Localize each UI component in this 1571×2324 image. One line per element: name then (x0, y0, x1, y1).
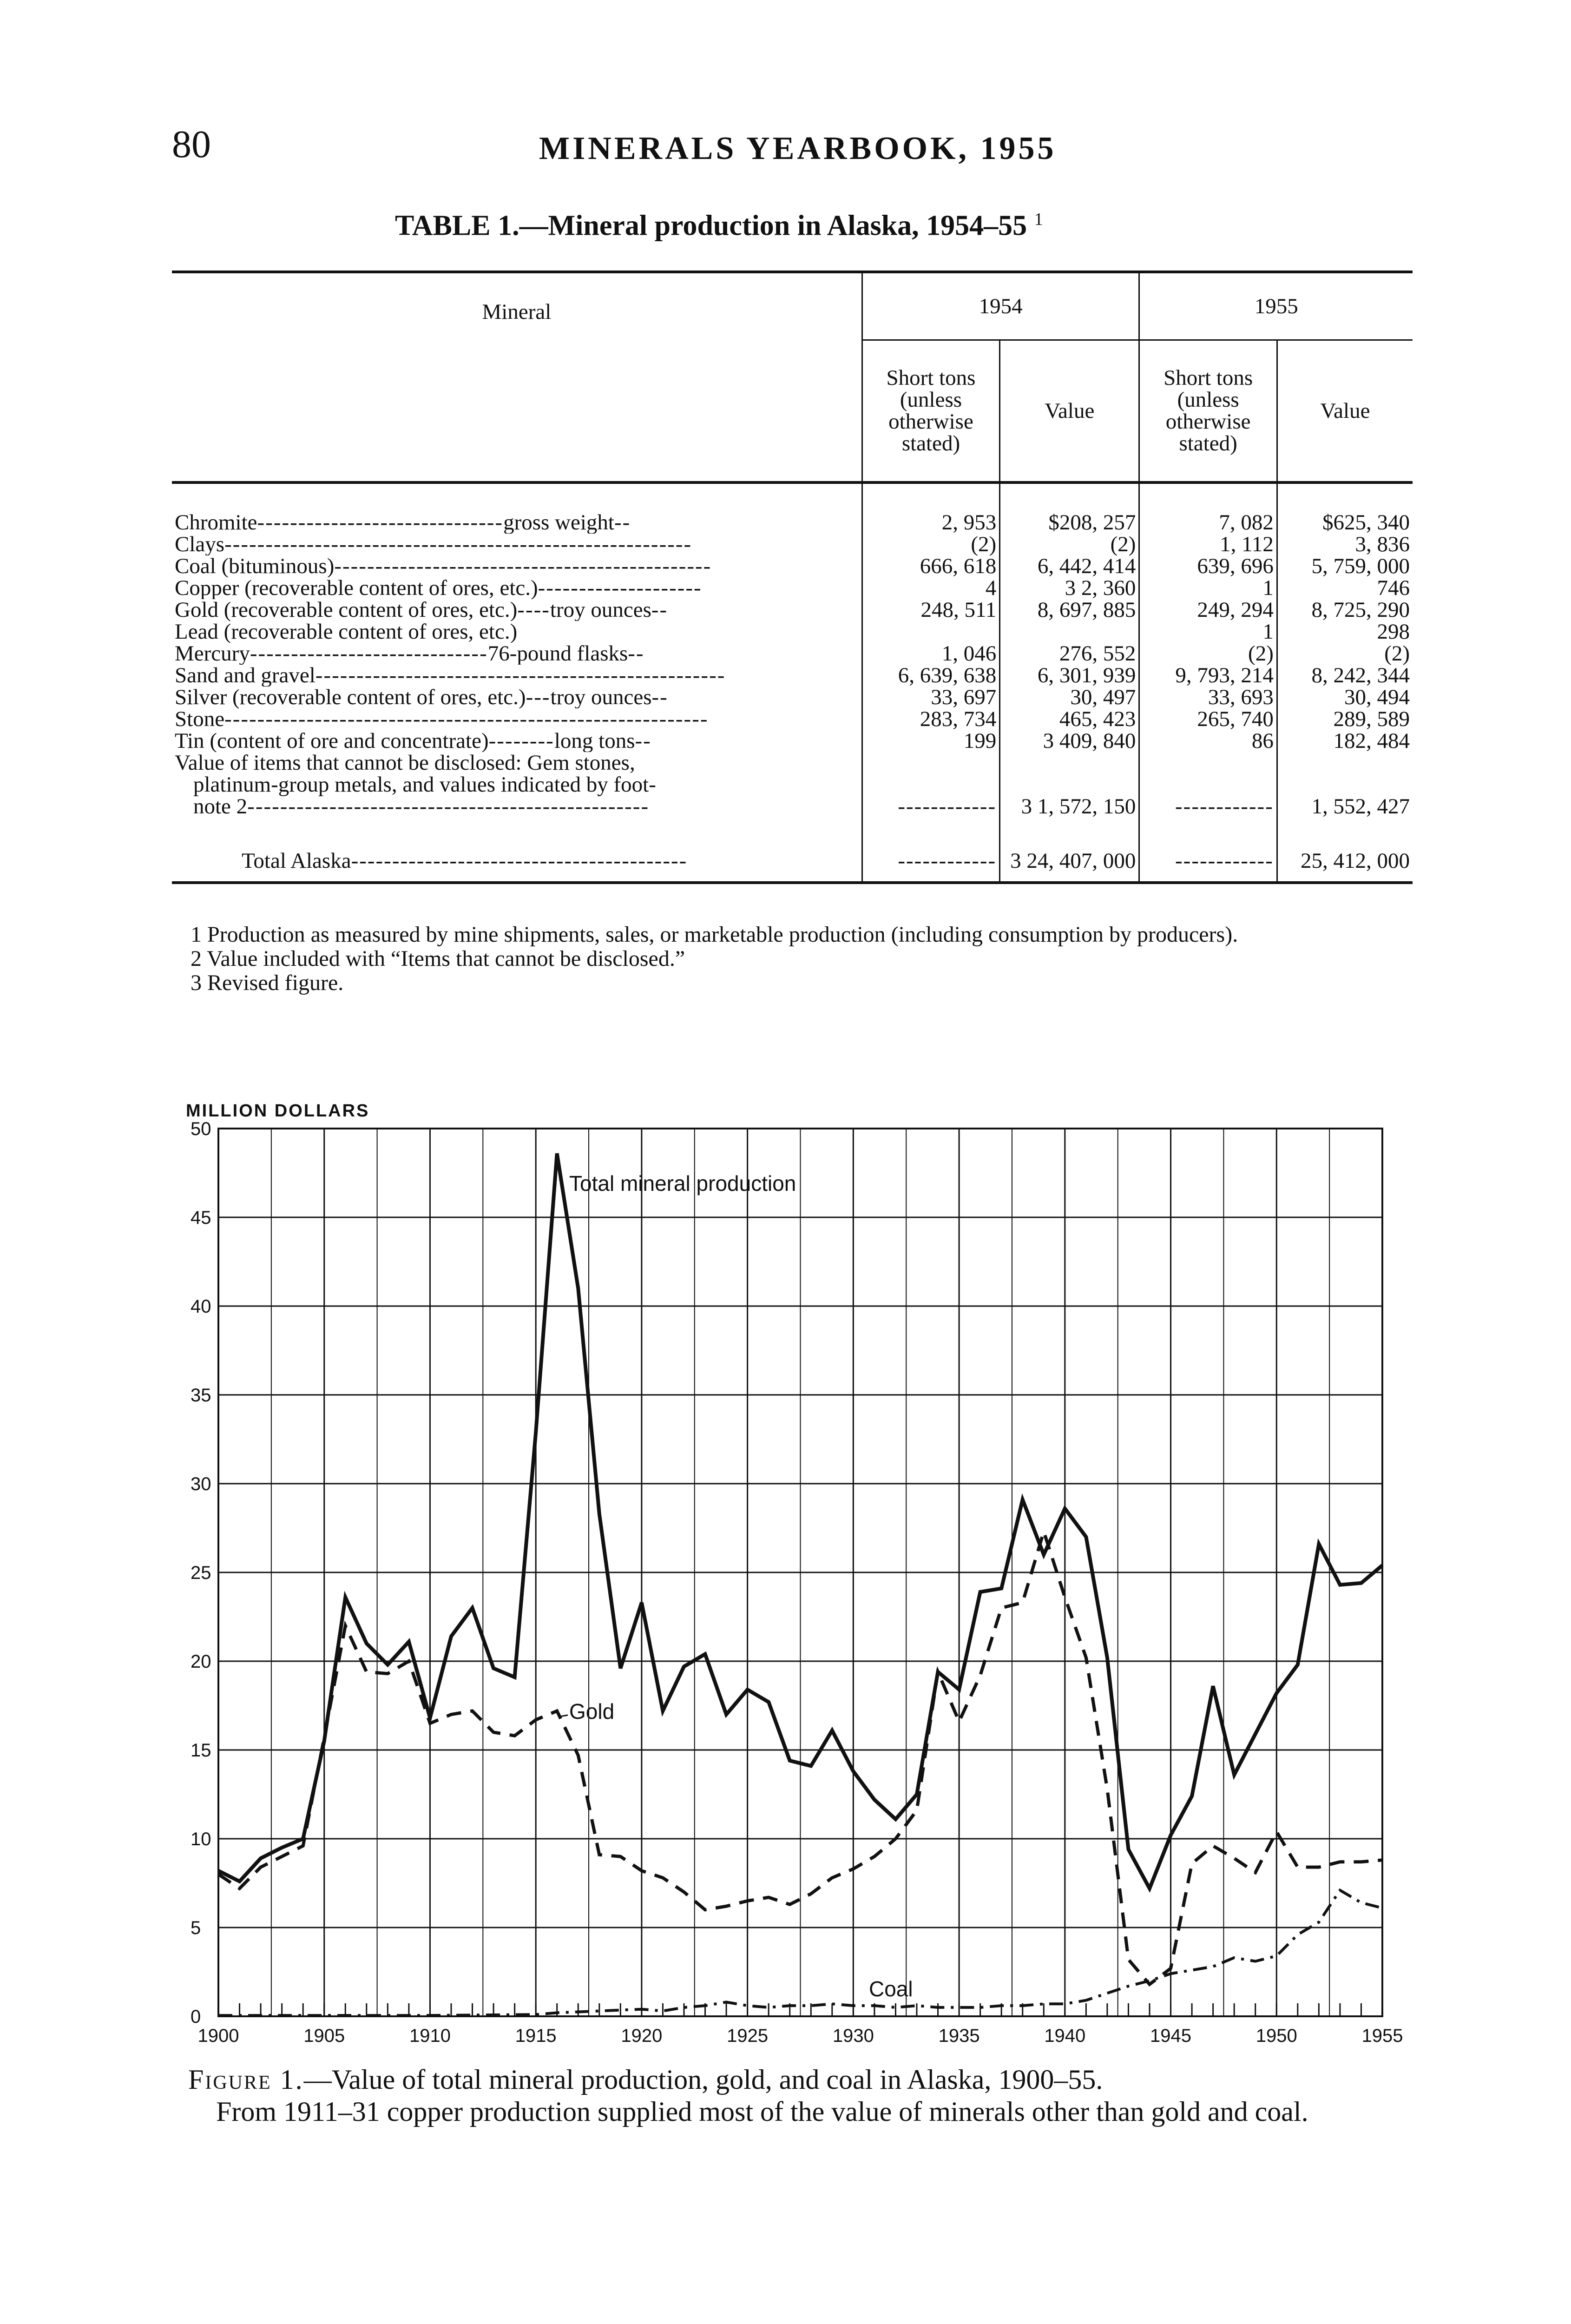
row-label: Mercury (175, 643, 250, 665)
cell-tons-1955: 7, 082 (1139, 482, 1277, 534)
total-value-1954: 3 24, 407, 000 (1000, 818, 1139, 883)
table-row: Gold (recoverable content of ores, etc.)----troy ounces-- 248, 511 8, 697, 885 249, 294 8, 725, 290 (172, 599, 1413, 621)
y-axis-title: MILLION DOLLARS (186, 1101, 370, 1121)
table-title-text: TABLE 1.—Mineral production in Alaska, 1954–55 (395, 210, 1027, 242)
figure-caption (188, 2064, 1424, 2128)
cell-value-1954: 465, 423 (1000, 708, 1139, 730)
cell-value-1955: 5, 759, 000 (1277, 555, 1413, 577)
cell-value-1955: 3, 836 (1277, 534, 1413, 555)
x-tick-label: 1945 (1150, 2026, 1192, 2046)
total-row: Total Alaska----------------------------------------- ------------ 3 24, 407, 000 ------------ 25, 412, 000 (172, 818, 1413, 883)
cell-value-1955: 289, 589 (1277, 708, 1413, 730)
items-label-line2: platinum-group metals, and values indicated by foot- (193, 772, 656, 797)
total-label: Total Alaska (242, 849, 351, 873)
row-label: Clays (175, 534, 225, 555)
cell-tons-1955: 1 (1139, 577, 1277, 599)
page-number: 80 (172, 123, 211, 166)
cell-tons-1954: 248, 511 (862, 599, 999, 621)
col-value-1954: Value (1000, 340, 1139, 483)
items-label-line3: note 2 (193, 796, 248, 818)
col-tons-1955: Short tons (unless otherwise stated) (1139, 340, 1277, 483)
y-tick-label: 25 (191, 1563, 211, 1583)
cell-value-1955: 30, 494 (1277, 687, 1413, 708)
cell-value-1955: (2) (1277, 643, 1413, 665)
table-row: Mercury-----------------------------76-pound flasks-- 1, 046 276, 552 (2) (2) (172, 643, 1413, 665)
cell-value-1954: 3 409, 840 (1000, 730, 1139, 752)
cell-tons-1954: 199 (862, 730, 999, 752)
cell-tons-1954: (2) (862, 534, 999, 555)
y-tick-label: 40 (191, 1296, 211, 1317)
cell-value-1955: 298 (1277, 621, 1413, 643)
cell-value-1954: 276, 552 (1000, 643, 1139, 665)
row-label: Chromite (175, 510, 257, 534)
y-tick-label: 20 (191, 1651, 211, 1672)
table-row: Copper (recoverable content of ores, etc.)-------------------- 4 3 2, 360 1 746 (172, 577, 1413, 599)
chart-grid (218, 1129, 1382, 2016)
cell-value-1954: 3 2, 360 (1000, 577, 1139, 599)
cell-tons-1954: 2, 953 (862, 482, 999, 534)
chart-ticks (191, 1119, 1403, 2046)
x-tick-label: 1925 (727, 2026, 769, 2046)
table-row: Tin (content of ore and concentrate)--------long tons-- 199 3 409, 840 86 182, 484 (172, 730, 1413, 752)
y-tick-label: 0 (191, 2007, 201, 2027)
cell-value-1954: 30, 497 (1000, 687, 1139, 708)
year-1955-header: 1955 (1139, 272, 1413, 340)
cell-value-1954: 3 1, 572, 150 (1000, 752, 1139, 818)
row-label: Stone (175, 708, 225, 730)
row-label: Gold (recoverable content of ores, etc.) (175, 599, 518, 621)
row-label: Coal (bituminous) (175, 555, 335, 577)
cell-value-1955: 182, 484 (1277, 730, 1413, 752)
year-1954-header: 1954 (862, 272, 1139, 340)
cell-value-1954: (2) (1000, 534, 1139, 555)
x-tick-label: 1955 (1361, 2026, 1403, 2046)
series-label-gold: Gold (569, 1699, 615, 1723)
cell-tons-1955: (2) (1139, 643, 1277, 665)
row-unit: 76-pound flasks (487, 643, 628, 665)
footnote-2: 2 Value included with “Items that cannot be disclosed.” (191, 946, 685, 971)
x-tick-label: 1915 (515, 2026, 557, 2046)
x-tick-label: 1905 (303, 2026, 345, 2046)
caption-rest: From 1911–31 copper production supplied most of the value of minerals other than gold and coal. (216, 2096, 1308, 2127)
cell-tons-1955: 33, 693 (1139, 687, 1277, 708)
cell-value-1954: $208, 257 (1000, 482, 1139, 534)
row-unit: long tons (554, 730, 635, 752)
cell-tons-1954: 6, 639, 638 (862, 665, 999, 687)
items-label-line1: Value of items that cannot be disclosed: Gem stones, (175, 752, 635, 775)
leader-gold (561, 1715, 568, 1716)
cell-tons-1955: 1, 112 (1139, 534, 1277, 555)
row-label: Sand and gravel (175, 665, 316, 687)
total-value-1955: 25, 412, 000 (1277, 818, 1413, 883)
row-unit: gross weight (503, 510, 614, 534)
y-tick-label: 5 (191, 1918, 201, 1938)
cell-value-1955: 8, 725, 290 (1277, 599, 1413, 621)
col-value-1955: Value (1277, 340, 1413, 483)
cell-tons-1955: 1 (1139, 621, 1277, 643)
cell-tons-1954: 1, 046 (862, 643, 999, 665)
caption-text: —Value of total mineral production, gold, and coal in Alaska, 1900–55. (303, 2064, 1103, 2095)
cell-value-1954: 6, 301, 939 (1000, 665, 1139, 687)
leader-total (559, 1166, 560, 1181)
y-tick-label: 10 (191, 1829, 211, 1849)
y-tick-label: 45 (191, 1208, 211, 1228)
cell-tons-1955: 249, 294 (1139, 599, 1277, 621)
table-row: Stone----------------------------------------------------------- 283, 734 465, 423 265, 740 289, 589 (172, 708, 1413, 730)
x-tick-label: 1920 (621, 2026, 663, 2046)
x-tick-label: 1935 (938, 2026, 980, 2046)
row-unit: troy ounces (550, 687, 652, 708)
y-tick-label: 30 (191, 1474, 211, 1494)
y-tick-label: 50 (191, 1119, 211, 1139)
table-row: Sand and gravel-------------------------------------------------- 6, 639, 638 6, 301, 939 9, 793, 214 8, 242, 344 (172, 665, 1413, 687)
x-tick-label: 1950 (1255, 2026, 1297, 2046)
series-label-total: Total mineral production (569, 1171, 796, 1195)
cell-value-1955: $625, 340 (1277, 482, 1413, 534)
table-row: Silver (recoverable content of ores, etc.)---troy ounces-- 33, 697 30, 497 33, 693 30, 494 (172, 687, 1413, 708)
cell-tons-1955: 86 (1139, 730, 1277, 752)
cell-tons-1955: 639, 696 (1139, 555, 1277, 577)
footnote-1: 1 Production as measured by mine shipments, sales, or marketable production (including consumption by producers). (191, 922, 1238, 947)
row-label: Tin (content of ore and concentrate) (175, 730, 489, 752)
row-label: Silver (recoverable content of ores, etc.) (175, 687, 526, 708)
cell-tons-1954: 33, 697 (862, 687, 999, 708)
cell-tons-1954: 4 (862, 577, 999, 599)
series-label-coal: Coal (869, 1977, 913, 2001)
col-mineral-header: Mineral (172, 272, 862, 482)
x-tick-label: 1940 (1044, 2026, 1086, 2046)
cell-tons-1954: 283, 734 (862, 708, 999, 730)
table-row: Clays--------------------------------------------------------- (2) (2) 1, 112 3, 836 (172, 534, 1413, 555)
row-unit: troy ounces (550, 599, 651, 621)
table-row: Value of items that cannot be disclosed: Gem stones, platinum-group metals, and values indicated by foot- note 2------------------------------------------------- ------------ 3 1, 572, 150 ------------ 1, 552, 427 (172, 752, 1413, 818)
cell-tons-1954: 666, 618 (862, 555, 999, 577)
x-tick-label: 1910 (409, 2026, 451, 2046)
cell-tons-1955: 9, 793, 214 (1139, 665, 1277, 687)
row-label: Copper (recoverable content of ores, etc.) (175, 577, 538, 599)
caption-lead: Figure 1. (188, 2064, 304, 2095)
table-row: Chromite------------------------------gross weight-- 2, 953 $208, 257 7, 082 $625, 340 (172, 482, 1413, 534)
row-label: Lead (recoverable content of ores, etc.) (175, 621, 518, 643)
footnote-3: 3 Revised figure. (191, 970, 344, 995)
y-tick-label: 15 (191, 1740, 211, 1761)
y-tick-label: 35 (191, 1385, 211, 1406)
x-tick-label: 1930 (832, 2026, 874, 2046)
cell-value-1955: 1, 552, 427 (1277, 752, 1413, 818)
running-head: MINERALS YEARBOOK, 1955 (539, 131, 1057, 166)
cell-value-1955: 746 (1277, 577, 1413, 599)
cell-value-1954: 8, 697, 885 (1000, 599, 1139, 621)
cell-value-1955: 8, 242, 344 (1277, 665, 1413, 687)
col-tons-1954: Short tons (unless otherwise stated) (862, 340, 999, 483)
cell-value-1954: 6, 442, 414 (1000, 555, 1139, 577)
cell-tons-1955: 265, 740 (1139, 708, 1277, 730)
table-title-ref: 1 (1034, 210, 1043, 229)
x-tick-label: 1900 (197, 2026, 239, 2046)
table-row: Coal (bituminous)---------------------------------------------- 666, 618 6, 442, 414 639, 696 5, 759, 000 (172, 555, 1413, 577)
